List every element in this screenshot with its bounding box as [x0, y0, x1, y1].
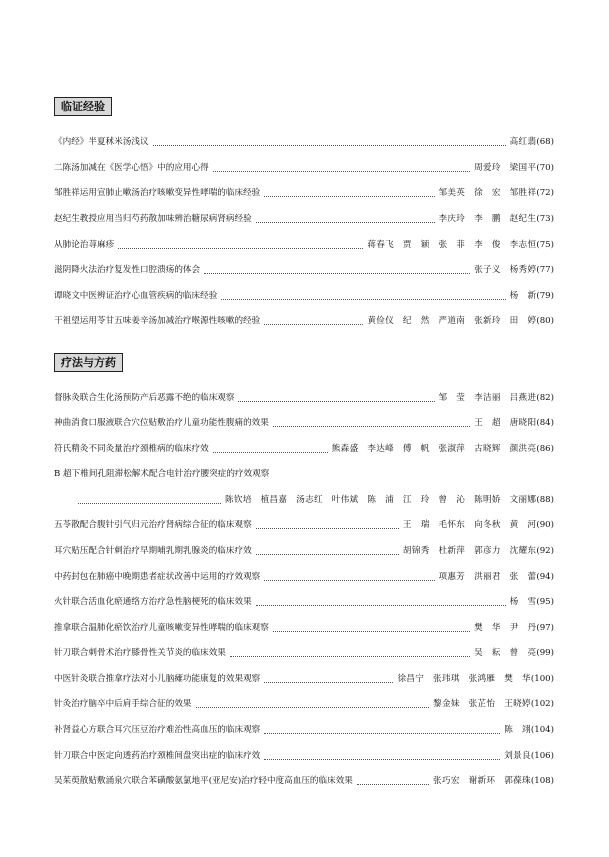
entry-title: 神曲消食口服液联合穴位贴敷治疗儿童功能性腹痛的效果 — [54, 418, 269, 428]
entry-authors: 项惠芳 洪丽君 张 蕾 — [438, 572, 537, 582]
entry-authors: 黎金妹 张芷怡 王晓婷 — [433, 699, 531, 709]
entry-authors: 胡锦秀 杜新萍 郭彦力 沈耀东 — [402, 546, 537, 556]
entry-page: (77) — [536, 265, 554, 275]
entry-title: 二陈汤加减在《医学心悟》中的应用心得 — [54, 163, 209, 173]
entry-authors: 周爱玲 梁国平 — [474, 163, 537, 173]
entry-page: (88) — [536, 495, 554, 505]
entry-authors: 吴 耘 曾 亮 — [474, 648, 537, 658]
leader-dots — [256, 604, 506, 606]
entry-title: 谭晓文中医辨证治疗心血管疾病的临床经验 — [54, 291, 218, 301]
entry-title: 针灸治疗脑卒中后肩手综合征的效果 — [54, 699, 192, 709]
entry-title: 针刀联合中医定向透药治疗颈椎间盘突出症的临床疗效 — [54, 751, 261, 761]
toc-entry[interactable] — [54, 442, 554, 456]
entry-authors: 刘景良 — [504, 751, 531, 761]
toc-entry[interactable] — [54, 186, 554, 200]
toc-entry[interactable] — [54, 263, 554, 277]
toc-entry-continuation[interactable] — [78, 493, 554, 507]
leader-dots — [256, 527, 399, 529]
leader-dots — [256, 221, 435, 223]
leader-dots — [196, 706, 430, 708]
leader-dots — [213, 170, 470, 172]
entry-title: 推拿联合温肺化瘀饮治疗儿童咳嗽变异性哮喘的临床观察 — [54, 623, 269, 633]
toc-entry[interactable] — [54, 570, 554, 584]
entry-title: 中药封包在肺癌中晚期患者症状改善中运用的疗效观察 — [54, 572, 261, 582]
toc-entry[interactable] — [54, 161, 554, 175]
entry-title: 五苓散配合腹针引气归元治疗肾病综合征的临床观察 — [54, 520, 252, 530]
entry-page: (97) — [536, 623, 554, 633]
entry-page: (100) — [530, 674, 554, 684]
entry-page: (90) — [536, 520, 554, 530]
leader-dots — [264, 579, 434, 581]
entry-page: (86) — [536, 444, 554, 454]
entry-page: (106) — [530, 751, 554, 761]
entry-page: (79) — [536, 291, 554, 301]
entry-title: 《内经》半夏秫米汤浅议 — [54, 137, 149, 147]
section-header-clinical-experience: 临证经验 — [54, 97, 112, 116]
toc-entry[interactable] — [54, 672, 554, 686]
toc-entry[interactable] — [54, 314, 554, 328]
entry-title: 滋阴降火法治疗复发性口腔溃疡的体会 — [54, 265, 201, 275]
entry-page: (108) — [530, 776, 554, 786]
entry-authors: 蒋春飞 贾 颖 张 菲 李 俊 李志恒 — [367, 240, 537, 250]
entry-title: 吴茱萸散贴敷涌泉穴联合苯磺酸氨氯地平(亚尼安)治疗轻中度高血压的临床效果 — [54, 776, 353, 786]
leader-dots — [264, 732, 500, 734]
leader-dots — [264, 681, 393, 683]
leader-dots — [204, 272, 470, 274]
toc-entry[interactable] — [54, 518, 554, 532]
leader-dots — [213, 451, 328, 453]
leader-dots — [118, 247, 363, 249]
leader-dots — [273, 425, 470, 427]
entry-authors: 张子义 杨秀婷 — [474, 265, 537, 275]
entry-page: (70) — [536, 163, 554, 173]
toc-entry[interactable] — [54, 289, 554, 303]
entry-title: 耳穴贴压配合针刺治疗早期哺乳期乳腺炎的临床疗效 — [54, 546, 252, 556]
entry-authors: 张巧宏 谢新环 郭葆珠 — [433, 776, 531, 786]
entry-page: (102) — [530, 699, 554, 709]
toc-entry[interactable] — [54, 212, 554, 226]
toc-entry[interactable] — [54, 621, 554, 635]
toc-entry[interactable] — [54, 416, 554, 430]
entry-title: 督脉灸联合生化汤预防产后恶露不绝的临床观察 — [54, 393, 235, 403]
leader-dots — [238, 400, 434, 402]
entry-authors: 陈钦培 植昌嘉 汤志红 叶伟斌 陈 浦 江 玲 曾 沁 陈明娇 文丽娜 — [225, 495, 537, 505]
entry-title: 符氏精灸不同灸量治疗颈椎病的临床疗效 — [54, 444, 209, 454]
leader-dots — [256, 553, 399, 555]
entry-title: 邹胜祥运用宣肺止嗽汤治疗咳嗽变异性哮喘的临床经验 — [54, 188, 261, 198]
entry-title: 火针联合活血化瘀通络方治疗急性脑梗死的临床效果 — [54, 597, 252, 607]
leader-dots — [230, 655, 470, 657]
entry-authors: 王 瑞 毛怀东 向冬秋 黄 河 — [402, 520, 537, 530]
leader-dots — [153, 144, 506, 146]
toc-entry[interactable] — [54, 544, 554, 558]
entry-page: (95) — [536, 597, 554, 607]
entry-page: (99) — [536, 648, 554, 658]
entry-page: (68) — [536, 137, 554, 147]
entry-title: 中医针灸联合推拿疗法对小儿脑瘫功能康复的效果观察 — [54, 674, 261, 684]
toc-entry[interactable] — [54, 238, 554, 252]
entry-authors: 陈 翊 — [504, 725, 531, 735]
entry-authors: 邹美英 徐 宏 邹胜祥 — [438, 188, 537, 198]
entry-authors: 黄俭仪 纪 然 严道南 张新玲 田 婷 — [367, 316, 537, 326]
toc-entry[interactable] — [54, 749, 554, 763]
section-header-therapies-prescriptions: 疗法与方药 — [54, 353, 123, 372]
entry-title: 赵纪生教授应用当归芍药散加味辨治糖尿病肾病经验 — [54, 214, 252, 224]
toc-entry[interactable] — [54, 391, 554, 405]
toc-entry[interactable] — [54, 697, 554, 711]
toc-entry-title-line[interactable]: B 超下椎间孔阻滞松解术配合电针治疗腰突症的疗效观察 — [54, 469, 270, 479]
entry-authors: 熊森盛 李达峰 傅 帆 张淑萍 古晓辉 颜洪亮 — [331, 444, 537, 454]
toc-entry[interactable] — [54, 723, 554, 737]
entry-authors: 李庆玲 李 鹏 赵纪生 — [438, 214, 537, 224]
entry-title: 从肺论治荨麻疹 — [54, 240, 115, 250]
entry-authors: 徐昌宁 张玮琪 张鸿雁 樊 华 — [397, 674, 531, 684]
entry-page: (94) — [536, 572, 554, 582]
toc-entry[interactable] — [54, 595, 554, 609]
entry-page: (104) — [530, 725, 554, 735]
entry-page: (80) — [536, 316, 554, 326]
entry-page: (92) — [536, 546, 554, 556]
entry-authors: 杨 新 — [509, 291, 537, 301]
toc-entry[interactable] — [54, 774, 554, 788]
entry-page: (82) — [536, 393, 554, 403]
entry-authors: 樊 华 尹 丹 — [474, 623, 537, 633]
leader-dots — [357, 783, 429, 785]
entry-title: 针刀联合刺骨术治疗膝骨性关节炎的临床效果 — [54, 648, 226, 658]
toc-entry[interactable] — [54, 135, 554, 149]
leader-dots — [273, 630, 470, 632]
toc-entry[interactable] — [54, 646, 554, 660]
entry-authors: 邹 莹 李洁丽 吕燕进 — [438, 393, 537, 403]
entry-title: 干祖望运用苓甘五味姜辛汤加减治疗喉源性咳嗽的经验 — [54, 316, 261, 326]
entry-title: 补肾益心方联合耳穴压豆治疗难治性高血压的临床观察 — [54, 725, 261, 735]
leader-dots — [78, 502, 221, 504]
leader-dots — [264, 323, 363, 325]
entry-authors: 杨 雪 — [509, 597, 537, 607]
leader-dots — [264, 195, 434, 197]
entry-authors: 王 超 唐晓阳 — [474, 418, 537, 428]
entry-page: (73) — [536, 214, 554, 224]
entry-page: (75) — [536, 240, 554, 250]
entry-page: (84) — [536, 418, 554, 428]
entry-authors: 高红翡 — [509, 137, 537, 147]
entry-page: (72) — [536, 188, 554, 198]
leader-dots — [221, 298, 505, 300]
leader-dots — [264, 758, 500, 760]
